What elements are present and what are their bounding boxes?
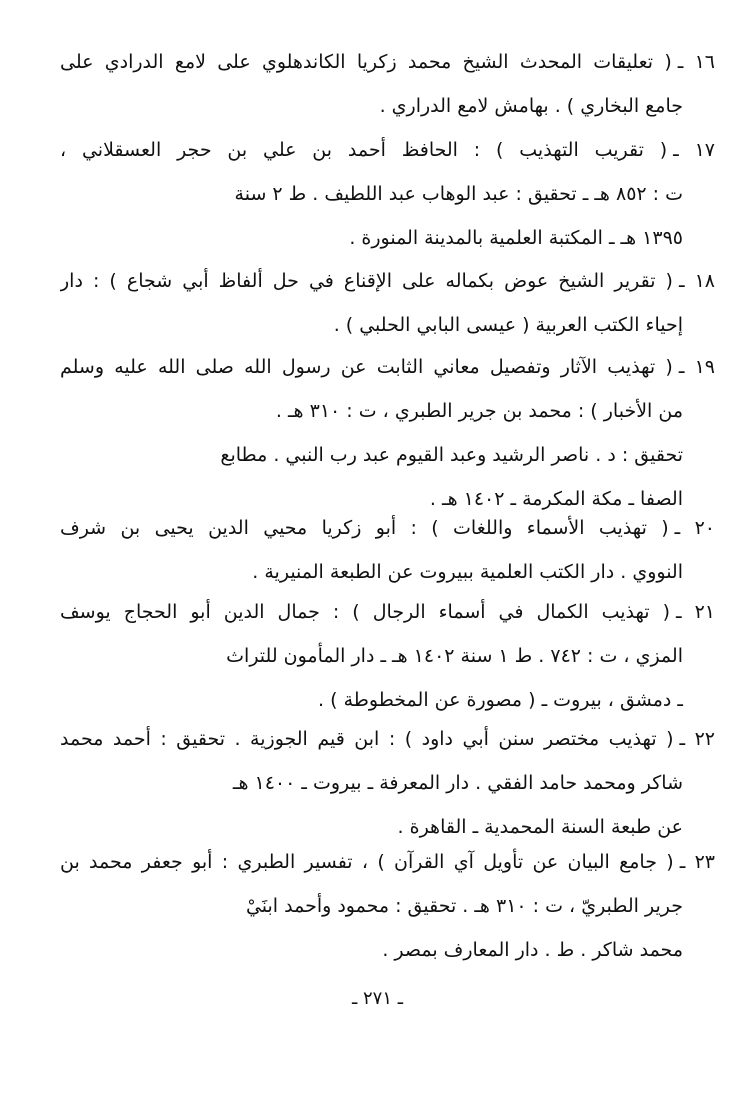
entry-text: ( تهذيب الأسماء واللغات ) : أبو زكريا محيي الدين يحيى بن شرف bbox=[60, 517, 669, 539]
bibliography-entry-17 bbox=[60, 128, 715, 260]
entry-line: النووي . دار الكتب العلمية ببيروت عن الطبعة المنيرية . bbox=[252, 561, 683, 583]
entry-line bbox=[60, 840, 715, 884]
bibliography-entry-21 bbox=[60, 590, 715, 722]
entry-line bbox=[60, 717, 715, 761]
entry-text: ( تهذيب مختصر سنن أبي داود ) : ابن قيم الجوزية . تحقيق : أحمد محمد bbox=[60, 728, 674, 750]
entry-line bbox=[60, 40, 715, 84]
entry-line: ـ دمشق ، بيروت ـ ( مصورة عن المخطوطة ) . bbox=[318, 689, 683, 711]
entry-line: تحقيق : د . ناصر الرشيد وعبد القيوم عبد رب النبي . مطابع bbox=[220, 444, 683, 466]
entry-line: جرير الطبريّ ، ت : ٣١٠ هـ . تحقيق : محمود وأحمد ابنَيْ bbox=[245, 895, 683, 917]
entry-line: جامع البخاري ) . بهامش لامع الدراري . bbox=[379, 95, 683, 117]
entry-line: عن طبعة السنة المحمدية ـ القاهرة . bbox=[397, 816, 683, 838]
entry-text: ( تقرير الشيخ عوض بكماله على الإقناع في حل ألفاظ أبي شجاع ) : دار bbox=[60, 270, 673, 292]
bibliography-entry-16 bbox=[60, 40, 715, 128]
bibliography-entry-23 bbox=[60, 840, 715, 972]
entry-line bbox=[60, 590, 715, 634]
bibliography-entry-20 bbox=[60, 506, 715, 594]
entry-line: ت : ٨٥٢ هـ ـ تحقيق : عبد الوهاب عبد اللطيف . ط ٢ سنة bbox=[234, 183, 683, 205]
entry-number: ٢٢ ـ bbox=[679, 728, 715, 750]
entry-number: ١٨ ـ bbox=[678, 270, 715, 292]
entry-number: ١٩ ـ bbox=[678, 356, 715, 378]
entry-line: ١٣٩٥ هـ ـ المكتبة العلمية بالمدينة المنورة . bbox=[349, 227, 683, 249]
entry-line bbox=[60, 128, 715, 172]
entry-text: ( تقريب التهذيب ) : الحافظ أحمد بن علي بن حجر العسقلاني ، bbox=[60, 139, 668, 161]
entry-line: إحياء الكتب العربية ( عيسى البابي الحلبي ) . bbox=[333, 314, 683, 336]
entry-text: ( تهذيب الآثار وتفصيل معاني الثابت عن رسول الله صلى الله عليه وسلم bbox=[60, 356, 673, 378]
entry-text: ( جامع البيان عن تأويل آي القرآن ) ، تفسير الطبري : أبو جعفر محمد بن bbox=[60, 851, 674, 873]
entry-number: ١٦ ـ bbox=[677, 51, 715, 73]
entry-line: محمد شاكر . ط . دار المعارف بمصر . bbox=[382, 939, 683, 961]
entry-number: ٢٣ ـ bbox=[679, 851, 715, 873]
entry-line bbox=[60, 506, 715, 550]
entry-text: ( تهذيب الكمال في أسماء الرجال ) : جمال الدين أبو الحجاج يوسف bbox=[60, 601, 670, 623]
page-number: ـ ٢٧١ ـ bbox=[351, 988, 403, 1009]
entry-line: المزي ، ت : ٧٤٢ . ط ١ سنة ١٤٠٢ هـ ـ دار المأمون للتراث bbox=[226, 645, 683, 667]
entry-number: ٢١ ـ bbox=[676, 601, 715, 623]
entry-line: الصفا ـ مكة المكرمة ـ ١٤٠٢ هـ . bbox=[429, 488, 683, 510]
bibliography-entry-19 bbox=[60, 345, 715, 521]
entry-line: من الأخبار ) : محمد بن جرير الطبري ، ت : ٣١٠ هـ . bbox=[275, 400, 683, 422]
entry-number: ١٧ ـ bbox=[673, 139, 715, 161]
entry-line bbox=[60, 345, 715, 389]
bibliography-entry-22 bbox=[60, 717, 715, 849]
bibliography-entry-18 bbox=[60, 259, 715, 347]
entry-line: شاكر ومحمد حامد الفقي . دار المعرفة ـ بيروت ـ ١٤٠٠ هـ bbox=[232, 772, 683, 794]
entry-line bbox=[60, 259, 715, 303]
entry-number: ٢٠ ـ bbox=[674, 517, 715, 539]
entry-text: ( تعليقات المحدث الشيخ محمد زكريا الكاندهلوي على لامع الدرادي على bbox=[60, 51, 672, 73]
